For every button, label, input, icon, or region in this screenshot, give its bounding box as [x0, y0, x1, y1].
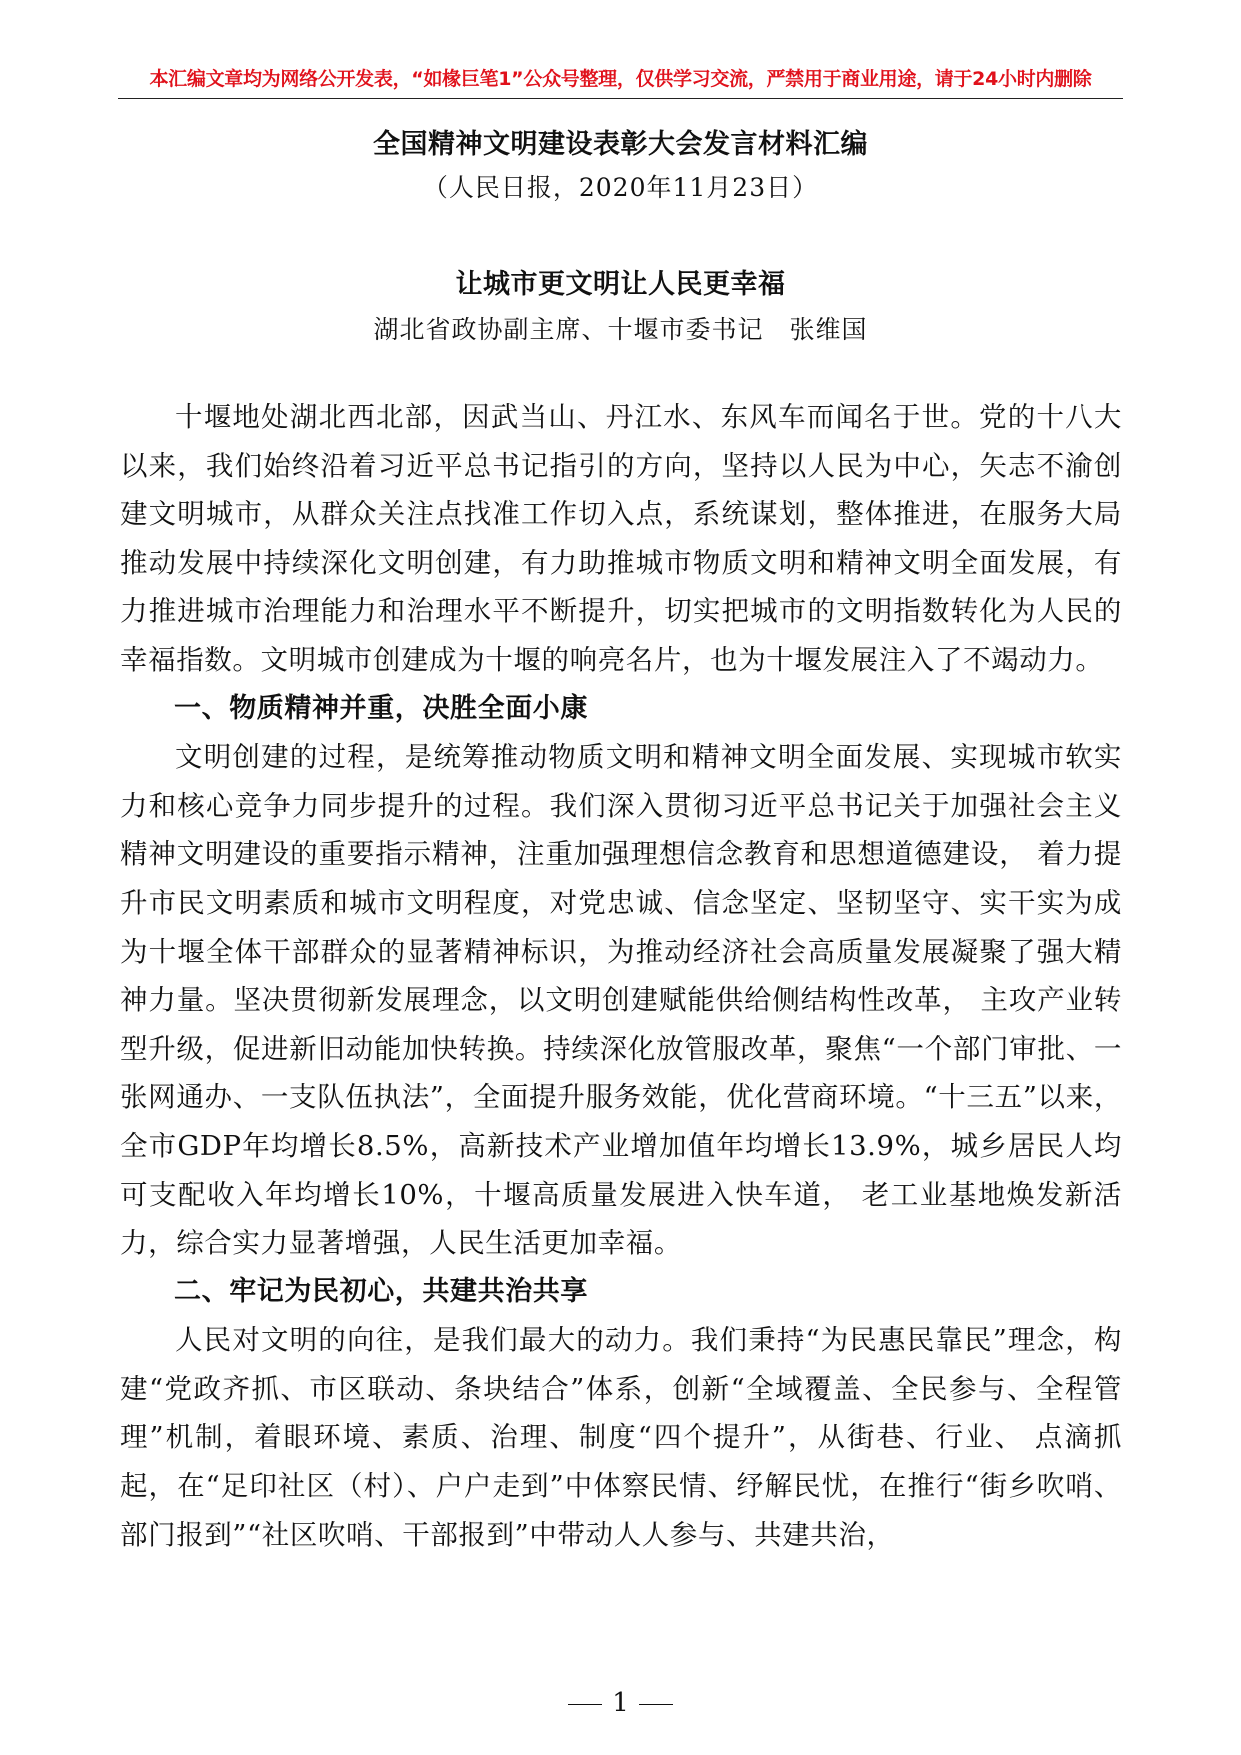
section-heading: 二、牢记为民初心，共建共治共享	[174, 1275, 588, 1307]
page-number	[0, 1688, 1241, 1718]
page-number-dash	[639, 1704, 673, 1705]
copyright-notice: 本汇编文章均为网络公开发表，“如椽巨笔1”公众号整理，仅供学习交流，严禁用于商业用途，请于24小时内删除	[149, 68, 1092, 90]
document-title: 全国精神文明建设表彰大会发言材料汇编	[373, 129, 868, 160]
header-divider	[118, 98, 1123, 99]
article-author: 湖北省政协副主席、十堰市委书记 张维国	[373, 315, 868, 344]
section-heading: 一、物质精神并重，决胜全面小康	[174, 692, 588, 724]
article-body	[120, 393, 1122, 1559]
paragraph: 十堰地处湖北西北部，因武当山、丹江水、东风车而闻名于世。党的十八大以来，我们始终沿着习近平总书记指引的方向，坚持以人民为中心，矢志不渝创建文明城市，从群众关注点找准工作切入点，系统谋划，整体推进，在服务大局推动发展中持续深化文明创建，有力助推城市物质文明和精神文明全面发展，有力推进城市治理能力和治理水平不断提升，切实把城市的文明指数转化为人民的幸福指数。文明城市创建成为十堰的响亮名片，也为十堰发展注入了不竭动力。	[120, 401, 1122, 676]
page-number-value: 1	[612, 1688, 629, 1718]
paragraph: 文明创建的过程，是统筹推动物质文明和精神文明全面发展、实现城市软实力和核心竞争力同步提升的过程。我们深入贯彻习近平总书记关于加强社会主义精神文明建设的重要指示精神，注重加强理想信念教育和思想道德建设， 着力提升市民文明素质和城市文明程度，对党忠诚、信念坚定、坚韧坚守、实干实为成为十堰全体干部群众的显著精神标识，为推动经济社会高质量发展凝聚了强大精神力量。坚决贯彻新发展理念，以文明创建赋能供给侧结构性改革， 主攻产业转型升级，促进新旧动能加快转换。持续深化放管服改革，聚焦“一个部门审批、一张网通办、一支队伍执法”，全面提升服务效能，优化营商环境。“十三五”以来，全市GDP年均增长8.5%，高新技术产业增加值年均增长13.9%，城乡居民人均可支配收入年均增长10%，十堰高质量发展进入快车道， 老工业基地焕发新活力，综合实力显著增强，人民生活更加幸福。	[120, 741, 1122, 1260]
document-source: （人民日报，2020年11月23日）	[422, 173, 819, 202]
page-number-dash	[568, 1704, 602, 1705]
paragraph: 人民对文明的向往，是我们最大的动力。我们秉持“为民惠民靠民”理念，构建“党政齐抓、市区联动、条块结合”体系，创新“全域覆盖、全民参与、全程管理”机制，着眼环境、素质、治理、制度“四个提升”，从街巷、行业、 点滴抓起，在“足印社区（村）、户户走到”中体察民情、纾解民忧，在推行“街乡吹哨、部门报到”“社区吹哨、干部报到”中带动人人参与、共建共治，	[120, 1324, 1122, 1551]
article-title: 让城市更文明让人民更幸福	[455, 269, 786, 300]
